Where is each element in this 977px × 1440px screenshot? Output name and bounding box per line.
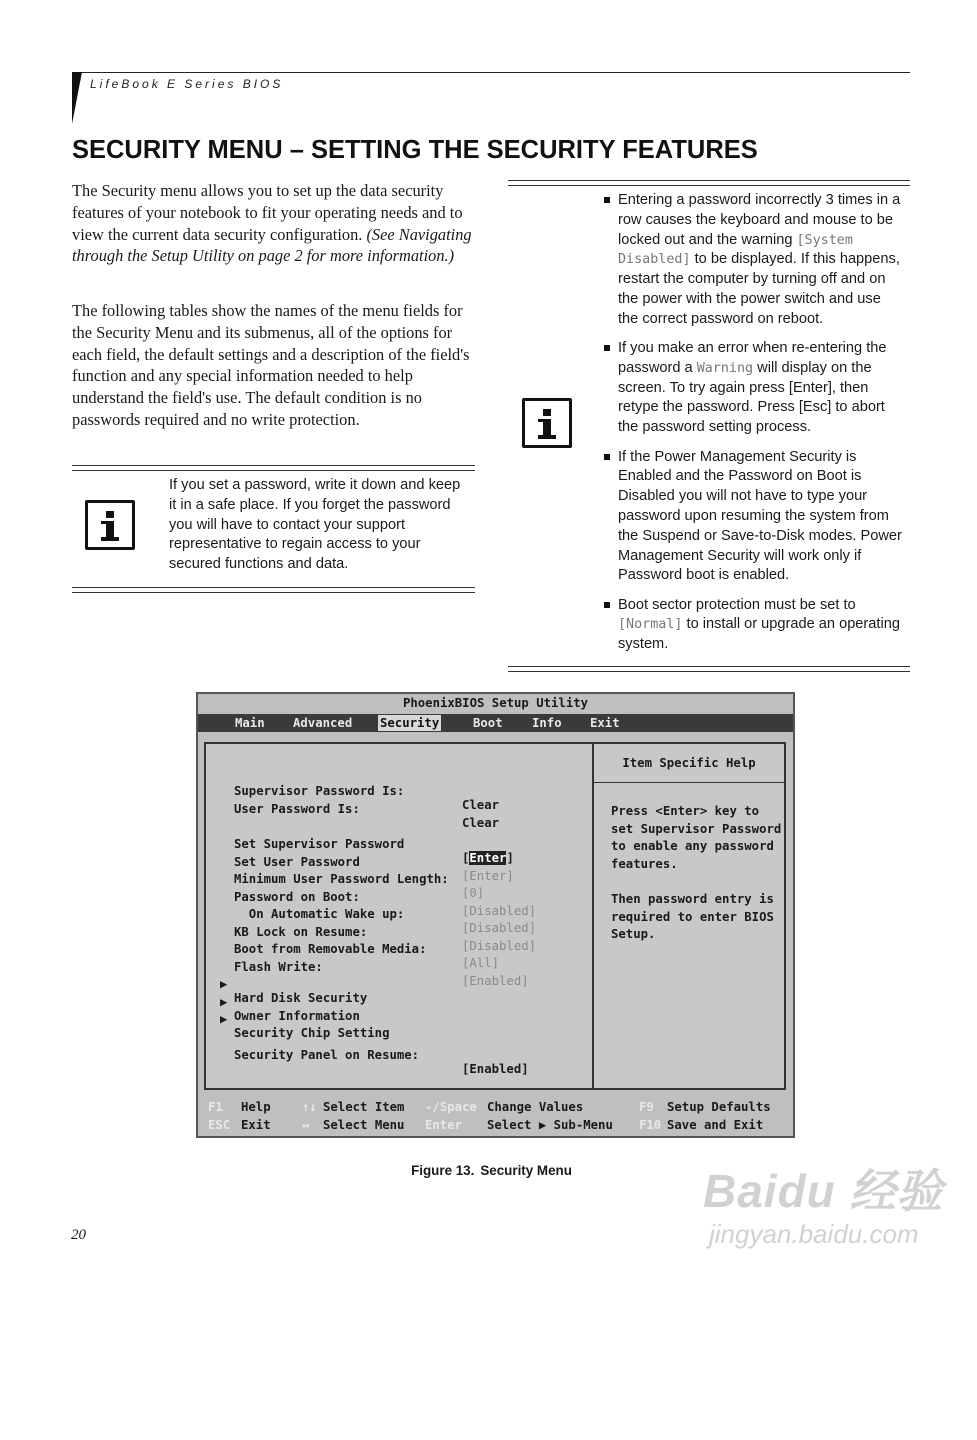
bullet-code: [Normal] — [618, 617, 683, 633]
watermark — [695, 1143, 955, 1263]
bios-menu-bar — [198, 714, 793, 732]
bios-submenu-label[interactable]: Hard Disk Security — [234, 991, 368, 1005]
watermark-url: jingyan.baidu.com — [709, 1219, 919, 1249]
bios-field-value[interactable]: [Enabled] — [462, 1062, 529, 1076]
bullet-text: If you make an error when re-entering the password a — [618, 340, 887, 376]
bios-menu-exit[interactable]: Exit — [590, 716, 620, 730]
submenu-arrow-icon: ▶ — [220, 995, 228, 1009]
bios-field-value[interactable]: [All] — [462, 956, 500, 970]
key-leftright-arrows-icon: ↔ — [302, 1118, 310, 1132]
intro-paragraph-1 — [72, 180, 476, 267]
bios-field-value[interactable]: [Enabled] — [462, 974, 529, 988]
bullet-text: to be displayed. If this happens, restart the computer by turning off and on the power with the power switch and use the correct password on reboot. — [618, 251, 900, 327]
bios-main-panel — [204, 742, 786, 1090]
bios-field-label: Set User Password — [234, 855, 360, 869]
bios-field-label: Minimum User Password Length: — [234, 872, 449, 886]
intro-paragraph-2: The following tables show the names of the menu fields for the Security Menu and its submenus, all of the options for each field, the default settings and a description of the field's function and any special information needed to help understand the field's use. The default condition is no passwords required and no write protection. — [72, 301, 470, 429]
note-2-bullet — [604, 339, 904, 438]
bios-help-rule — [594, 782, 784, 783]
bios-field-label: On Automatic Wake up: — [234, 907, 405, 921]
bios-field-value[interactable]: [0] — [462, 886, 485, 900]
key-help-label: Help — [241, 1100, 271, 1114]
submenu-arrow-icon: ▶ — [220, 1012, 228, 1026]
running-head: LifeBook E Series BIOS — [90, 77, 284, 91]
key-select-submenu-label: Select ▶ Sub-Menu — [487, 1118, 613, 1132]
bios-title: PhoenixBIOS Setup Utility — [402, 696, 589, 710]
page-title: SECURITY MENU – SETTING THE SECURITY FEATURES — [72, 136, 758, 164]
bullet-text: will display on the screen. To try again press [Enter], then retype the password. Press [Esc] to abort the password setting process. — [618, 359, 885, 436]
bios-field-label: Password on Boot: — [234, 890, 360, 904]
bios-menu-info[interactable]: Info — [532, 716, 562, 730]
note-2-bullet — [604, 596, 904, 655]
note-1-top-rule — [72, 465, 475, 471]
bios-submenu-label[interactable]: Owner Information — [234, 1009, 360, 1023]
key-select-item-label: Select Item — [323, 1100, 405, 1114]
bios-help-text: Press <Enter> key to set Supervisor Password to enable any password features. Then password entry is required to enter BIOS Setup. — [611, 804, 782, 942]
header-tab-mark — [72, 72, 82, 124]
key-select-menu-label: Select Menu — [323, 1118, 405, 1132]
bullet-text: to install or upgrade an operating system. — [618, 616, 900, 653]
submenu-arrow-icon: ▶ — [220, 977, 228, 991]
bullet-text: Entering a password incorrectly 3 times in a row causes the keyboard and mouse to be locked out and the warning — [618, 192, 901, 248]
key-updown-arrows-icon: ↑↓ — [302, 1100, 317, 1114]
info-icon — [522, 398, 572, 448]
watermark-logo: Baidu 经验 — [703, 1165, 944, 1217]
bios-panel-divider — [592, 744, 594, 1088]
bios-field-value[interactable]: [Disabled] — [462, 921, 537, 935]
note-1-bottom-rule — [72, 587, 475, 593]
figure-caption-label: Figure 13. — [411, 1163, 475, 1178]
key-esc: ESC — [208, 1118, 231, 1132]
intro-cross-reference: (See Navigating through the Setup Utility on page 2 for more information.) — [72, 224, 472, 266]
intro-paragraph-1-text: The Security menu allows you to set up the data security features of your notebook to fit your operating needs and to view the current data security configuration. — [72, 181, 463, 244]
bios-field-value-selected[interactable]: [Enter] — [462, 851, 514, 865]
key-enter: Enter — [425, 1118, 463, 1132]
figure-caption-text: Security Menu — [480, 1163, 572, 1178]
bullet-code: [System Disabled] — [618, 232, 853, 268]
bios-field-row[interactable] — [206, 1034, 529, 1090]
bios-menu-advanced[interactable]: Advanced — [293, 716, 353, 730]
bullet-text: Boot sector protection must be set to — [618, 596, 856, 613]
note-2-bullet — [604, 191, 904, 330]
bios-menu-security[interactable]: Security — [380, 716, 440, 730]
page-number: 20 — [71, 1227, 86, 1243]
note-2-bullet — [604, 448, 904, 587]
bios-field-label: Boot from Removable Media: — [234, 942, 427, 956]
bios-menu-boot[interactable]: Boot — [473, 716, 503, 730]
header-rule — [74, 72, 910, 73]
key-save-exit-label: Save and Exit — [667, 1118, 764, 1132]
bullet-text: If the Power Management Security is Enabled and the Password on Boot is Disabled you will not have to type your password upon resuming the system from the Suspend or Save-to-Disk modes. Power Management Security will work only if Password boot is enabled. — [618, 448, 902, 584]
info-icon — [85, 500, 135, 550]
bios-field-label: Set Supervisor Password — [234, 837, 405, 851]
bios-field-value: Clear — [462, 798, 500, 812]
note-2-top-rule — [508, 180, 910, 186]
bios-field-label: Security Panel on Resume: — [234, 1048, 420, 1062]
bios-field-label: User Password Is: — [234, 802, 360, 816]
bios-field-value: Clear — [462, 816, 500, 830]
bios-submenu-label[interactable]: Security Chip Setting — [234, 1026, 390, 1040]
bios-screen — [196, 692, 795, 1138]
bios-key-legend — [208, 1098, 788, 1138]
note-2-bullet-list — [604, 191, 904, 665]
bios-field-label: KB Lock on Resume: — [234, 925, 368, 939]
bios-field-label: Supervisor Password Is: — [234, 784, 405, 798]
key-f9: F9 — [639, 1100, 654, 1114]
key-change-values-label: Change Values — [487, 1100, 584, 1114]
bios-field-value[interactable]: [Disabled] — [462, 904, 537, 918]
bios-menu-main[interactable]: Main — [235, 716, 265, 730]
bios-help-title: Item Specific Help — [622, 756, 756, 770]
bios-field-value[interactable]: [Disabled] — [462, 939, 537, 953]
bios-field-label: Flash Write: — [234, 960, 323, 974]
note-1-text: If you set a password, write it down and keep it in a safe place. If you forget the password you will have to contact your support representative to regain access to your secured functions and data. — [169, 477, 461, 573]
bullet-code: Warning — [696, 360, 754, 376]
bios-field-value[interactable]: [Enter] — [462, 869, 514, 883]
key-setup-defaults-label: Setup Defaults — [667, 1100, 771, 1114]
key-exit-label: Exit — [241, 1118, 271, 1132]
key-minus-space: -/Space — [425, 1100, 477, 1114]
bios-selected-value[interactable]: Enter — [469, 851, 507, 865]
key-f10: F10 — [639, 1118, 662, 1132]
note-2-bottom-rule — [508, 666, 910, 672]
key-f1: F1 — [208, 1100, 223, 1114]
